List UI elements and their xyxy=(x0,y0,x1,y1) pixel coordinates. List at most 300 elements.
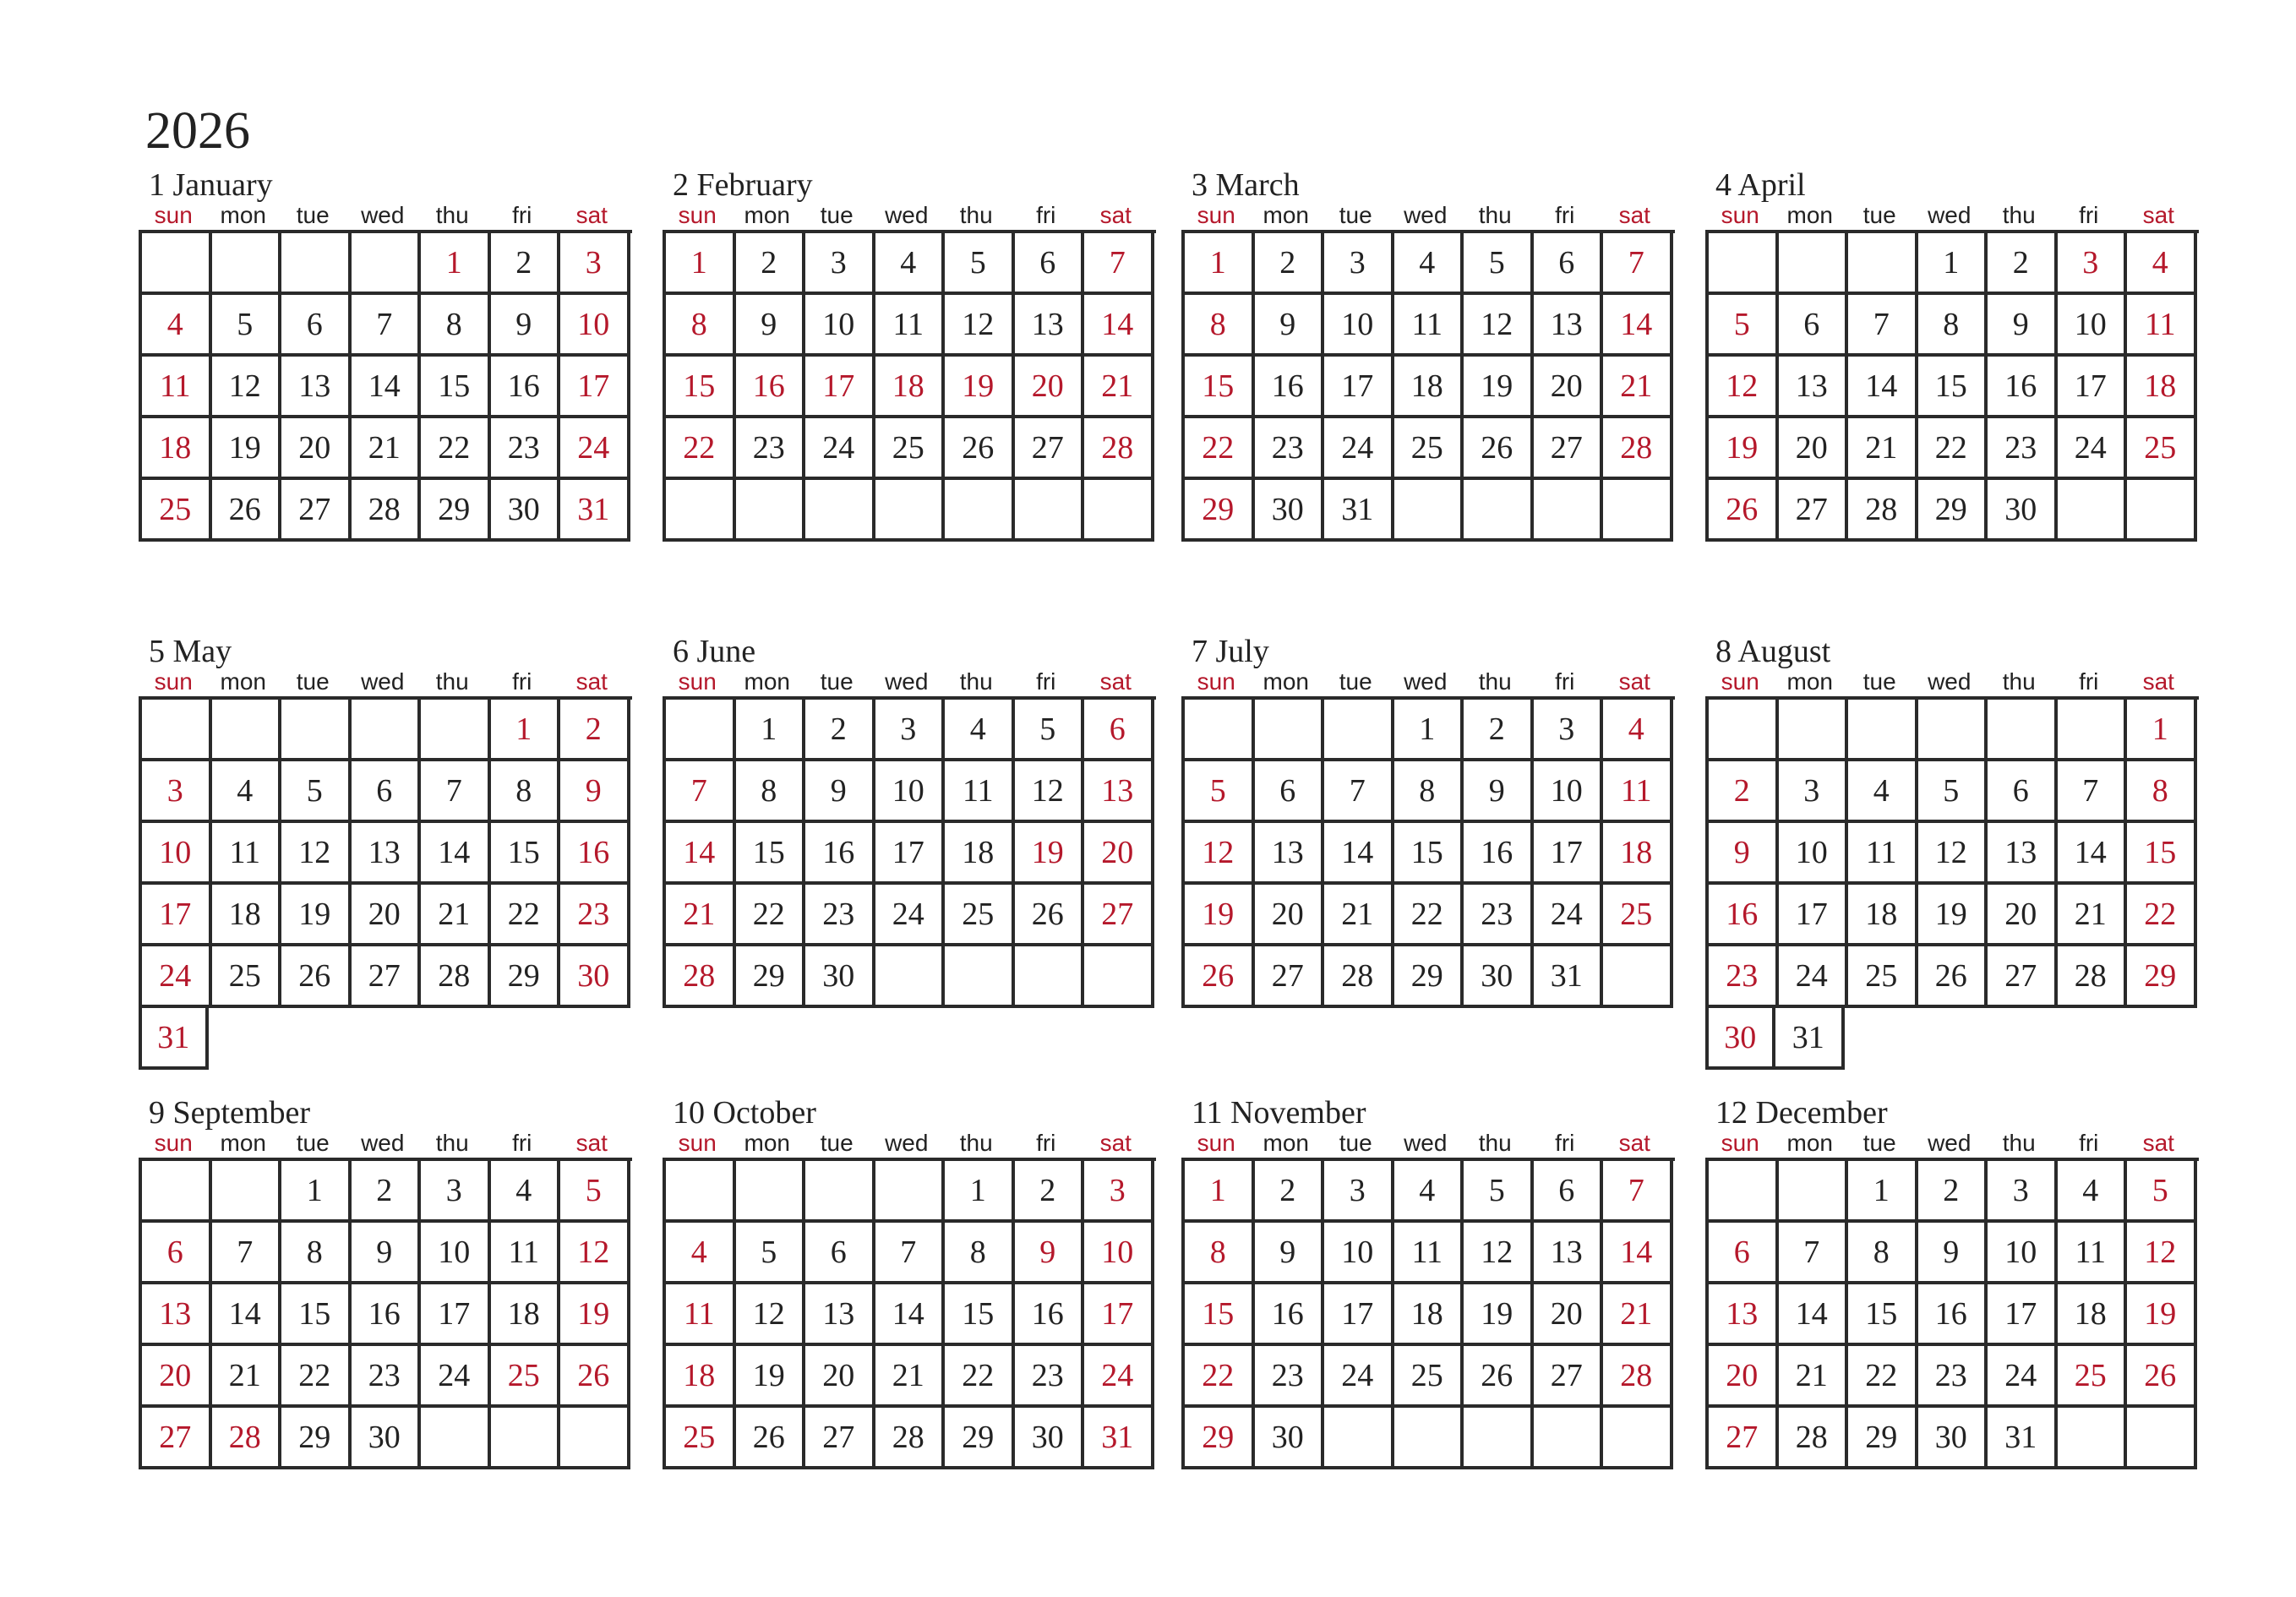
day-cell: 29 xyxy=(1918,480,1988,542)
day-cell: 6 xyxy=(1255,761,1325,823)
day-cell: 16 xyxy=(491,357,561,418)
empty-cell xyxy=(945,480,1015,542)
weekday-sun: sun xyxy=(154,668,193,695)
day-cell: 22 xyxy=(666,418,736,480)
day-cell: 4 xyxy=(2058,1161,2128,1223)
empty-cell xyxy=(1709,1161,1779,1223)
day-cell: 6 xyxy=(142,1223,212,1284)
day-cell: 20 xyxy=(1084,823,1154,885)
day-cell: 9 xyxy=(1709,823,1779,885)
weekday-header xyxy=(1705,201,2199,230)
day-cell: 21 xyxy=(212,1346,282,1408)
weekday-wed: wed xyxy=(1928,202,1972,228)
weekday-wed: wed xyxy=(361,668,405,695)
weekday-mon: mon xyxy=(1263,1130,1309,1156)
empty-cell xyxy=(2127,1408,2197,1469)
day-cell: 14 xyxy=(666,823,736,885)
day-cell: 18 xyxy=(875,357,946,418)
day-cell: 21 xyxy=(421,885,491,946)
day-cell: 2 xyxy=(736,233,806,295)
empty-cell xyxy=(1084,946,1154,1008)
day-cell: 24 xyxy=(1779,946,1849,1008)
day-cell: 5 xyxy=(1185,761,1255,823)
day-cell: 7 xyxy=(666,761,736,823)
day-cell: 16 xyxy=(1255,357,1325,418)
weekday-fri: fri xyxy=(2079,1130,2099,1156)
day-cell: 3 xyxy=(560,233,630,295)
day-cell: 5 xyxy=(1709,295,1779,357)
weekday-tue: tue xyxy=(820,1130,854,1156)
day-cell: 4 xyxy=(875,233,946,295)
day-cell: 12 xyxy=(212,357,282,418)
day-cell: 19 xyxy=(1464,357,1534,418)
empty-cell xyxy=(281,233,352,295)
day-cell: 17 xyxy=(1779,885,1849,946)
day-cell: 12 xyxy=(1185,823,1255,885)
day-cell: 27 xyxy=(1709,1408,1779,1469)
day-cell: 13 xyxy=(1534,1223,1604,1284)
day-grid xyxy=(1181,230,1675,542)
day-cell: 11 xyxy=(666,1284,736,1346)
day-cell: 23 xyxy=(560,885,630,946)
day-grid xyxy=(139,1158,632,1469)
day-cell: 18 xyxy=(1394,1284,1464,1346)
weekday-fri: fri xyxy=(1036,202,1056,228)
day-cell: 30 xyxy=(352,1408,422,1469)
day-cell: 2 xyxy=(560,700,630,761)
weekday-tue: tue xyxy=(1862,668,1896,695)
weekday-wed: wed xyxy=(885,202,929,228)
day-cell: 21 xyxy=(875,1346,946,1408)
weekday-thu: thu xyxy=(435,1130,469,1156)
day-cell: 27 xyxy=(1534,1346,1604,1408)
day-cell: 25 xyxy=(142,480,212,542)
day-cell: 7 xyxy=(1848,295,1918,357)
day-cell: 20 xyxy=(142,1346,212,1408)
day-cell: 19 xyxy=(2127,1284,2197,1346)
day-cell: 1 xyxy=(666,233,736,295)
day-cell: 7 xyxy=(1603,1161,1673,1223)
day-cell: 20 xyxy=(281,418,352,480)
day-cell: 31 xyxy=(1084,1408,1154,1469)
day-cell: 19 xyxy=(560,1284,630,1346)
empty-cell xyxy=(142,233,212,295)
weekday-fri: fri xyxy=(1555,1130,1575,1156)
day-cell: 13 xyxy=(142,1284,212,1346)
weekday-fri: fri xyxy=(1036,1130,1056,1156)
weekday-sat: sat xyxy=(1618,1130,1650,1156)
weekday-wed: wed xyxy=(361,1130,405,1156)
day-cell: 24 xyxy=(1324,1346,1394,1408)
day-cell: 26 xyxy=(1464,1346,1534,1408)
day-cell: 8 xyxy=(1185,1223,1255,1284)
day-cell: 22 xyxy=(1848,1346,1918,1408)
day-cell: 4 xyxy=(1848,761,1918,823)
day-cell: 6 xyxy=(1534,233,1604,295)
month-february xyxy=(663,169,1156,542)
overflow-row xyxy=(139,1008,632,1070)
day-cell: 14 xyxy=(352,357,422,418)
weekday-tue: tue xyxy=(820,202,854,228)
day-cell: 21 xyxy=(1324,885,1394,946)
day-cell: 2 xyxy=(1918,1161,1988,1223)
day-cell: 15 xyxy=(1918,357,1988,418)
empty-cell xyxy=(736,1161,806,1223)
empty-cell xyxy=(945,946,1015,1008)
empty-cell xyxy=(2058,1408,2128,1469)
empty-cell xyxy=(1779,1161,1849,1223)
day-cell: 28 xyxy=(212,1408,282,1469)
weekday-sun: sun xyxy=(1721,1130,1759,1156)
weekday-mon: mon xyxy=(1786,668,1833,695)
day-cell: 20 xyxy=(1988,885,2058,946)
weekday-mon: mon xyxy=(220,202,266,228)
weekday-sun: sun xyxy=(154,1130,193,1156)
day-cell: 10 xyxy=(421,1223,491,1284)
weekday-tue: tue xyxy=(820,668,854,695)
day-cell: 10 xyxy=(805,295,875,357)
day-cell: 23 xyxy=(1709,946,1779,1008)
day-cell: 13 xyxy=(281,357,352,418)
day-cell: 16 xyxy=(352,1284,422,1346)
weekday-sun: sun xyxy=(1721,202,1759,228)
day-cell: 22 xyxy=(1394,885,1464,946)
day-cell: 5 xyxy=(281,761,352,823)
day-cell: 3 xyxy=(1988,1161,2058,1223)
empty-cell xyxy=(2127,480,2197,542)
empty-cell xyxy=(281,700,352,761)
day-cell: 28 xyxy=(1779,1408,1849,1469)
day-cell: 9 xyxy=(1255,1223,1325,1284)
day-cell: 12 xyxy=(1709,357,1779,418)
weekday-mon: mon xyxy=(744,202,790,228)
day-cell: 8 xyxy=(2127,761,2197,823)
day-cell: 7 xyxy=(1603,233,1673,295)
weekday-thu: thu xyxy=(959,1130,993,1156)
empty-cell xyxy=(421,700,491,761)
day-cell: 8 xyxy=(1848,1223,1918,1284)
month-january xyxy=(139,169,632,542)
day-cell: 11 xyxy=(491,1223,561,1284)
day-cell: 10 xyxy=(1534,761,1604,823)
day-cell: 1 xyxy=(421,233,491,295)
day-cell: 21 xyxy=(352,418,422,480)
day-cell: 12 xyxy=(2127,1223,2197,1284)
day-cell: 11 xyxy=(142,357,212,418)
day-cell: 12 xyxy=(945,295,1015,357)
day-cell: 27 xyxy=(1534,418,1604,480)
day-cell: 30 xyxy=(1464,946,1534,1008)
month-may xyxy=(139,635,632,1070)
day-cell: 26 xyxy=(560,1346,630,1408)
empty-cell xyxy=(1464,1408,1534,1469)
weekday-sat: sat xyxy=(575,668,608,695)
empty-cell xyxy=(1848,700,1918,761)
weekday-tue: tue xyxy=(1339,202,1372,228)
day-cell: 22 xyxy=(945,1346,1015,1408)
month-title: 5 May xyxy=(149,634,232,669)
day-cell: 13 xyxy=(1988,823,2058,885)
day-cell: 22 xyxy=(491,885,561,946)
day-cell: 15 xyxy=(421,357,491,418)
day-cell: 17 xyxy=(421,1284,491,1346)
weekday-sun: sun xyxy=(678,668,717,695)
empty-cell xyxy=(352,700,422,761)
day-cell: 15 xyxy=(1185,357,1255,418)
day-grid xyxy=(663,1158,1156,1469)
day-cell: 15 xyxy=(736,823,806,885)
weekday-thu: thu xyxy=(2002,668,2036,695)
empty-cell xyxy=(1394,1408,1464,1469)
day-cell: 16 xyxy=(1988,357,2058,418)
day-cell: 26 xyxy=(1464,418,1534,480)
day-cell: 2 xyxy=(1015,1161,1085,1223)
day-cell: 15 xyxy=(666,357,736,418)
day-cell: 31 xyxy=(139,1008,209,1070)
day-cell: 27 xyxy=(142,1408,212,1469)
weekday-sat: sat xyxy=(575,202,608,228)
weekday-mon: mon xyxy=(1786,202,1833,228)
day-cell: 13 xyxy=(1779,357,1849,418)
day-cell: 28 xyxy=(2058,946,2128,1008)
weekday-sat: sat xyxy=(1099,202,1132,228)
day-cell: 21 xyxy=(1779,1346,1849,1408)
weekday-fri: fri xyxy=(512,668,532,695)
month-december xyxy=(1705,1097,2199,1469)
day-cell: 17 xyxy=(560,357,630,418)
day-cell: 2 xyxy=(1464,700,1534,761)
day-cell: 16 xyxy=(560,823,630,885)
day-cell: 15 xyxy=(491,823,561,885)
day-cell: 7 xyxy=(875,1223,946,1284)
day-cell: 25 xyxy=(212,946,282,1008)
month-november xyxy=(1181,1097,1675,1469)
day-cell: 26 xyxy=(281,946,352,1008)
empty-cell xyxy=(1848,233,1918,295)
day-cell: 4 xyxy=(1394,233,1464,295)
weekday-tue: tue xyxy=(296,668,330,695)
empty-cell xyxy=(212,233,282,295)
day-cell: 4 xyxy=(142,295,212,357)
day-cell: 18 xyxy=(491,1284,561,1346)
month-title: 7 July xyxy=(1192,634,1269,669)
day-cell: 4 xyxy=(1603,700,1673,761)
day-cell: 24 xyxy=(1534,885,1604,946)
empty-cell xyxy=(142,700,212,761)
weekday-tue: tue xyxy=(296,202,330,228)
day-cell: 21 xyxy=(1603,357,1673,418)
day-cell: 22 xyxy=(2127,885,2197,946)
weekday-header xyxy=(1705,1129,2199,1158)
month-september xyxy=(139,1097,632,1469)
day-cell: 5 xyxy=(1918,761,1988,823)
year-title: 2026 xyxy=(145,102,250,160)
day-cell: 9 xyxy=(1015,1223,1085,1284)
weekday-sat: sat xyxy=(1618,202,1650,228)
empty-cell xyxy=(1015,480,1085,542)
day-cell: 8 xyxy=(421,295,491,357)
weekday-thu: thu xyxy=(1478,668,1512,695)
month-title: 9 September xyxy=(149,1095,311,1131)
day-cell: 12 xyxy=(1464,1223,1534,1284)
day-cell: 26 xyxy=(1709,480,1779,542)
month-title: 12 December xyxy=(1715,1095,1888,1131)
day-cell: 23 xyxy=(1988,418,2058,480)
day-cell: 27 xyxy=(281,480,352,542)
weekday-tue: tue xyxy=(296,1130,330,1156)
empty-cell xyxy=(1709,233,1779,295)
day-cell: 13 xyxy=(1534,295,1604,357)
weekday-thu: thu xyxy=(959,668,993,695)
day-cell: 19 xyxy=(1015,823,1085,885)
empty-cell xyxy=(421,1408,491,1469)
day-cell: 18 xyxy=(1603,823,1673,885)
day-cell: 5 xyxy=(736,1223,806,1284)
day-cell: 23 xyxy=(805,885,875,946)
day-cell: 20 xyxy=(1534,1284,1604,1346)
day-cell: 6 xyxy=(352,761,422,823)
day-cell: 8 xyxy=(281,1223,352,1284)
day-cell: 16 xyxy=(1918,1284,1988,1346)
day-cell: 10 xyxy=(1988,1223,2058,1284)
day-cell: 19 xyxy=(212,418,282,480)
empty-cell xyxy=(1255,700,1325,761)
weekday-wed: wed xyxy=(1928,668,1972,695)
day-cell: 29 xyxy=(491,946,561,1008)
day-cell: 4 xyxy=(666,1223,736,1284)
month-october xyxy=(663,1097,1156,1469)
day-cell: 13 xyxy=(1255,823,1325,885)
day-cell: 1 xyxy=(736,700,806,761)
day-cell: 22 xyxy=(736,885,806,946)
weekday-fri: fri xyxy=(512,202,532,228)
day-cell: 26 xyxy=(1185,946,1255,1008)
weekday-wed: wed xyxy=(885,668,929,695)
day-cell: 3 xyxy=(1779,761,1849,823)
day-cell: 1 xyxy=(1918,233,1988,295)
day-grid xyxy=(1181,1158,1675,1469)
day-cell: 22 xyxy=(1185,1346,1255,1408)
day-cell: 24 xyxy=(805,418,875,480)
empty-cell xyxy=(1394,480,1464,542)
day-cell: 3 xyxy=(421,1161,491,1223)
day-cell: 31 xyxy=(1988,1408,2058,1469)
day-cell: 14 xyxy=(1848,357,1918,418)
day-cell: 28 xyxy=(1603,418,1673,480)
day-cell: 30 xyxy=(1918,1408,1988,1469)
day-cell: 20 xyxy=(1255,885,1325,946)
day-cell: 25 xyxy=(1848,946,1918,1008)
day-cell: 10 xyxy=(1324,1223,1394,1284)
empty-cell xyxy=(666,700,736,761)
day-cell: 28 xyxy=(421,946,491,1008)
day-cell: 23 xyxy=(736,418,806,480)
day-cell: 26 xyxy=(1918,946,1988,1008)
day-cell: 17 xyxy=(1534,823,1604,885)
day-cell: 14 xyxy=(1603,295,1673,357)
day-cell: 24 xyxy=(1988,1346,2058,1408)
day-cell: 24 xyxy=(2058,418,2128,480)
day-cell: 27 xyxy=(1988,946,2058,1008)
day-cell: 10 xyxy=(560,295,630,357)
day-cell: 25 xyxy=(491,1346,561,1408)
day-cell: 3 xyxy=(1324,233,1394,295)
day-cell: 15 xyxy=(1185,1284,1255,1346)
day-cell: 11 xyxy=(1848,823,1918,885)
day-cell: 18 xyxy=(945,823,1015,885)
day-cell: 1 xyxy=(1848,1161,1918,1223)
weekday-sun: sun xyxy=(1197,1130,1235,1156)
day-cell: 25 xyxy=(2127,418,2197,480)
day-cell: 17 xyxy=(1324,1284,1394,1346)
month-title: 4 April xyxy=(1715,167,1806,203)
empty-cell xyxy=(875,480,946,542)
weekday-tue: tue xyxy=(1339,668,1372,695)
day-cell: 29 xyxy=(1848,1408,1918,1469)
weekday-fri: fri xyxy=(1555,202,1575,228)
day-cell: 7 xyxy=(421,761,491,823)
day-cell: 20 xyxy=(1534,357,1604,418)
weekday-thu: thu xyxy=(1478,202,1512,228)
weekday-mon: mon xyxy=(1263,668,1309,695)
day-cell: 11 xyxy=(875,295,946,357)
day-cell: 17 xyxy=(1324,357,1394,418)
weekday-header xyxy=(139,1129,632,1158)
day-cell: 30 xyxy=(805,946,875,1008)
day-cell: 19 xyxy=(1918,885,1988,946)
month-title: 8 August xyxy=(1715,634,1831,669)
weekday-sat: sat xyxy=(1618,668,1650,695)
day-cell: 1 xyxy=(1185,233,1255,295)
empty-cell xyxy=(1324,700,1394,761)
weekday-wed: wed xyxy=(885,1130,929,1156)
weekday-tue: tue xyxy=(1862,1130,1896,1156)
day-cell: 6 xyxy=(1015,233,1085,295)
day-cell: 19 xyxy=(1464,1284,1534,1346)
weekday-fri: fri xyxy=(1555,668,1575,695)
day-cell: 30 xyxy=(1988,480,2058,542)
day-cell: 1 xyxy=(945,1161,1015,1223)
day-cell: 12 xyxy=(1015,761,1085,823)
day-cell: 9 xyxy=(491,295,561,357)
day-cell: 8 xyxy=(1185,295,1255,357)
day-cell: 14 xyxy=(875,1284,946,1346)
day-grid xyxy=(663,696,1156,1008)
day-cell: 30 xyxy=(560,946,630,1008)
month-june xyxy=(663,635,1156,1008)
day-cell: 21 xyxy=(666,885,736,946)
weekday-sat: sat xyxy=(2142,202,2174,228)
month-title: 11 November xyxy=(1192,1095,1366,1131)
day-cell: 25 xyxy=(1394,418,1464,480)
day-cell: 22 xyxy=(281,1346,352,1408)
day-cell: 1 xyxy=(1185,1161,1255,1223)
day-cell: 20 xyxy=(352,885,422,946)
empty-cell xyxy=(142,1161,212,1223)
day-cell: 2 xyxy=(1709,761,1779,823)
day-cell: 7 xyxy=(1324,761,1394,823)
day-cell: 24 xyxy=(560,418,630,480)
day-cell: 8 xyxy=(491,761,561,823)
day-cell: 4 xyxy=(212,761,282,823)
day-cell: 23 xyxy=(1255,1346,1325,1408)
day-cell: 11 xyxy=(1394,295,1464,357)
month-july xyxy=(1181,635,1675,1008)
day-cell: 17 xyxy=(805,357,875,418)
day-grid xyxy=(139,230,632,542)
empty-cell xyxy=(805,480,875,542)
day-cell: 29 xyxy=(945,1408,1015,1469)
